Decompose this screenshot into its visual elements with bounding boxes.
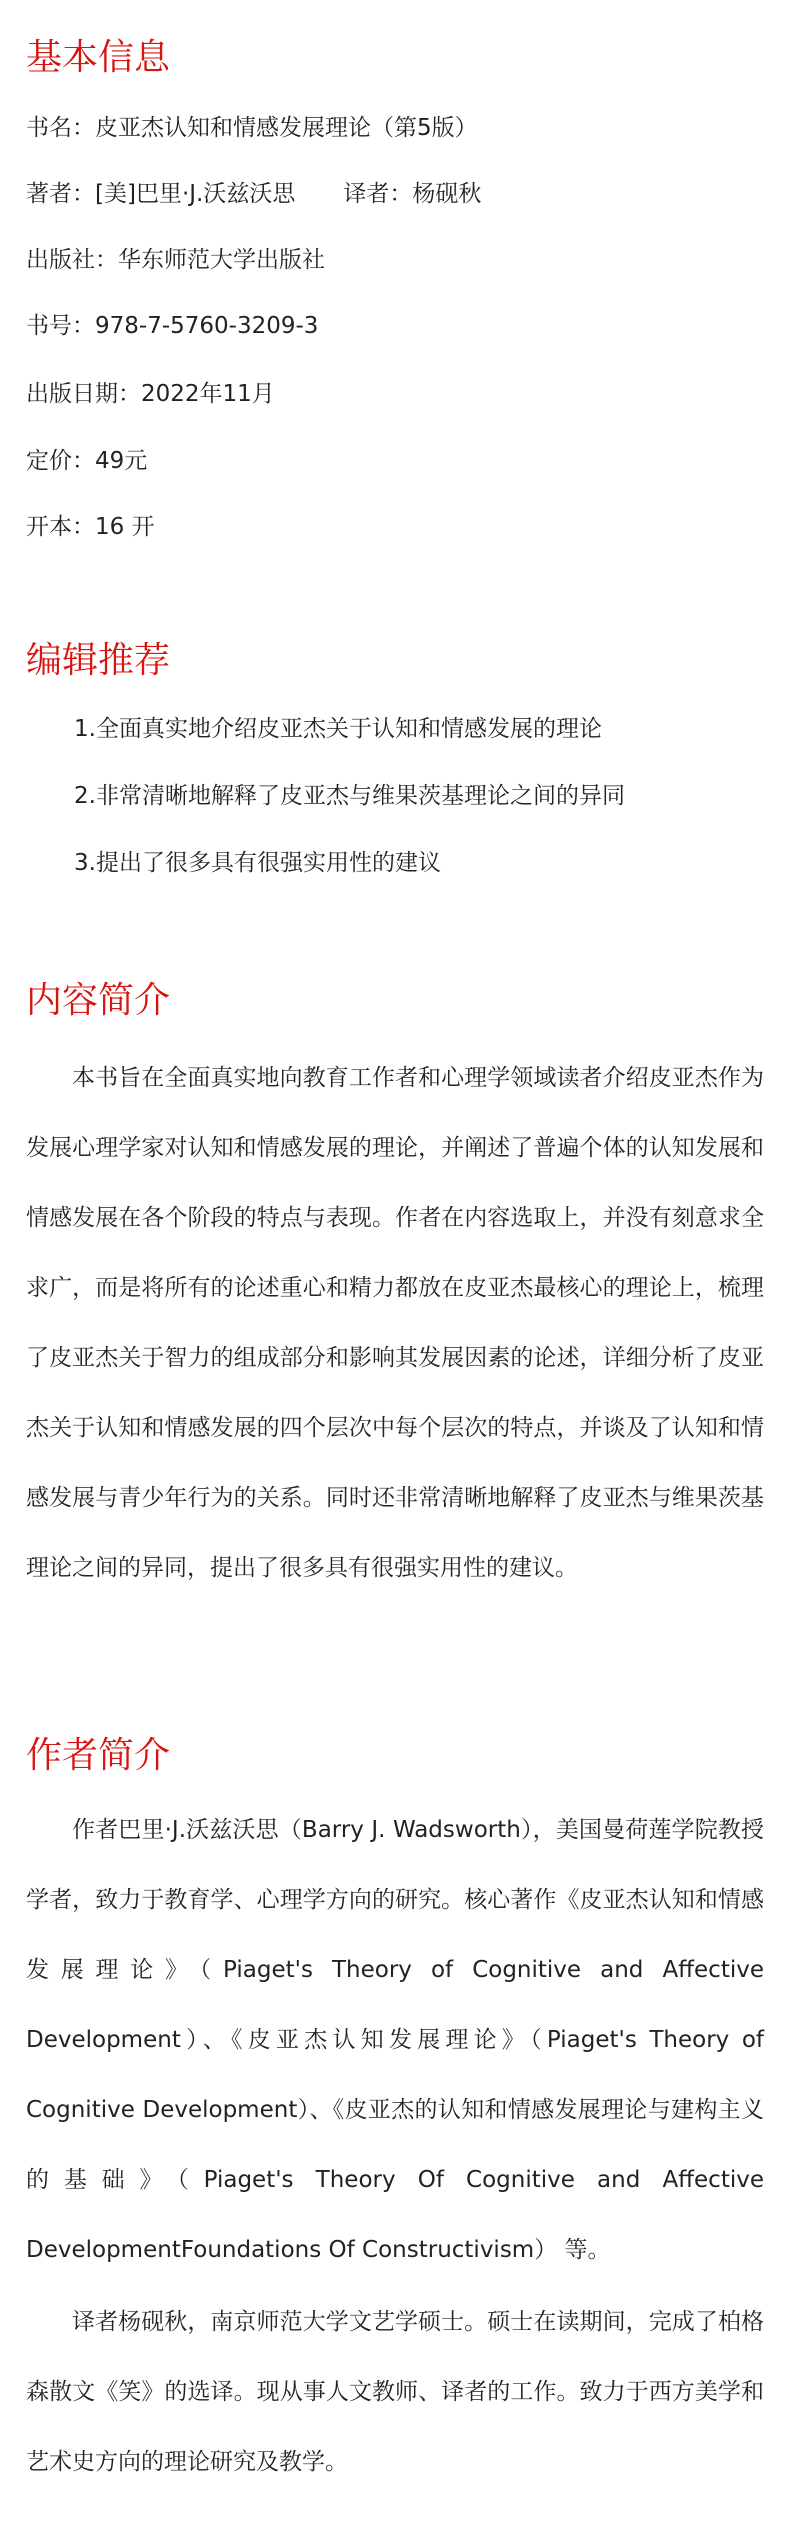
- recommend-item: 2.非常清晰地解释了皮亚杰与维果茨基理论之间的异同: [74, 783, 625, 809]
- summary-paragraph: 本书旨在全面真实地向教育工作者和心理学领域读者介绍皮亚杰作为发展心理学家对认知和情感发展的理论，并阐述了普遍个体的认知发展和情感发展在各个阶段的特点与表现。作者在内容选取上，并没有刻意求全求广，而是将所有的论述重心和精力都放在皮亚杰最核心的理论上，梳理了皮亚杰关于智力的组成部分和影响其发展因素的论述，详细分析了皮亚杰关于认知和情感发展的四个层次中每个层次的特点，并谈及了认知和情感发展与青少年行为的关系。同时还非常清晰地解释了皮亚杰与维果茨基理论之间的异同，提出了很多具有很强实用性的建议。: [26, 1065, 764, 1581]
- recommend-item: 1.全面真实地介绍皮亚杰关于认知和情感发展的理论: [74, 716, 602, 742]
- basic-info-heading: 基本信息: [26, 37, 171, 78]
- author-translator-line: [26, 183, 481, 206]
- translator-paragraph: 译者杨砚秋，南京师范大学文艺学硕士。硕士在读期间，完成了柏格森散文《笑》的选译。现从事人文教师、译者的工作。致力于西方美学和艺术史方向的理论研究及教学。: [26, 2309, 764, 2475]
- book-title-line: 书名：皮亚杰认知和情感发展理论（第5版）: [26, 115, 478, 141]
- isbn-line: 书号：978-7-5760-3209-3: [26, 313, 319, 339]
- editor-recommend-heading: 编辑推荐: [26, 640, 171, 681]
- price-line: 定价：49元: [26, 448, 148, 474]
- recommend-item: 3.提出了很多具有很强实用性的建议: [74, 850, 441, 876]
- publisher-line: 出版社：华东师范大学出版社: [26, 247, 325, 273]
- author-line: 著者：[美]巴里·J.沃兹沃思: [26, 181, 296, 207]
- translator-line: 译者：杨砚秋: [343, 181, 482, 207]
- author-intro-heading: 作者简介: [26, 1735, 171, 1776]
- author-paragraph: 作者巴里·J.沃兹沃思（Barry J. Wadsworth），美国曼荷莲学院教授学者，致力于教育学、心理学方向的研究。核心著作《皮亚杰认知和情感发展理论》（Piaget's Theory of Cognitive and Affective Development）、《皮亚杰认知发展理论》（Piaget's Theory of Cognitive Development）、《皮亚杰的认知和情感发展理论与建构主义的基础》（Piaget's Theory Of Cognitive and Affective DevelopmentFoundations Of Constructivism） 等。: [26, 1817, 764, 2263]
- summary-heading: 内容简介: [26, 980, 171, 1021]
- format-line: 开本：16 开: [26, 514, 155, 540]
- pub-date-line: 出版日期：2022年11月: [26, 381, 275, 407]
